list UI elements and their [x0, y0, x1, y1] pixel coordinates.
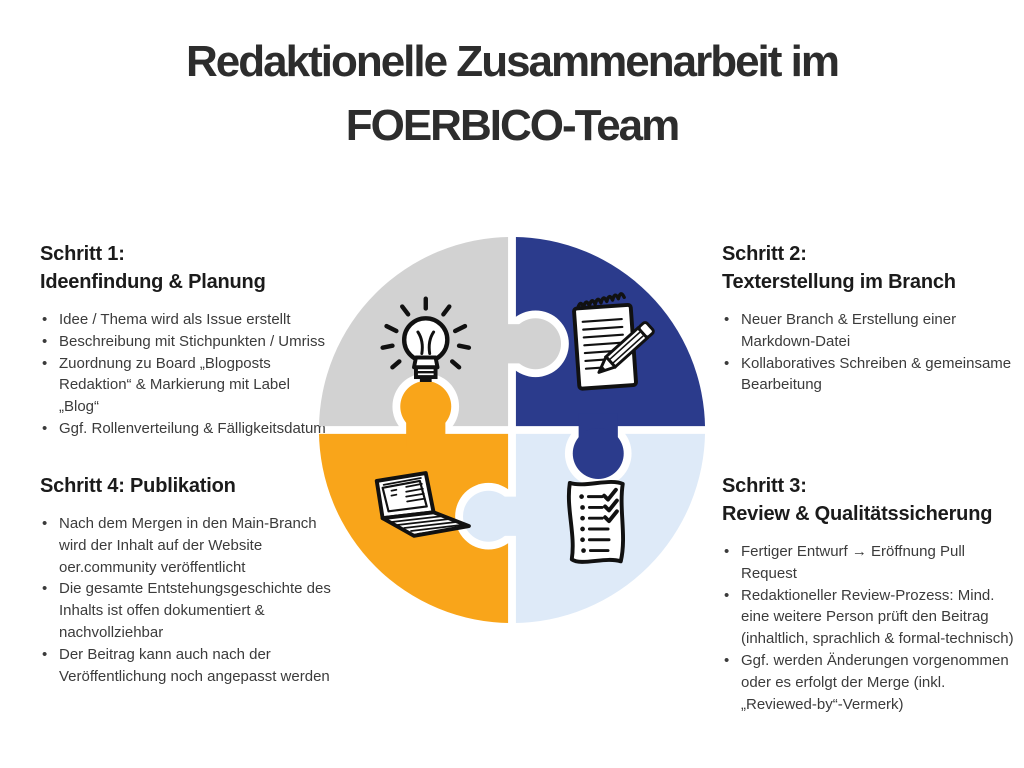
bullet-item: • Kollaboratives Schreiben & gemeinsame Bearbeitung: [722, 353, 1016, 397]
bullet-item: • Beschreibung mit Stichpunkten / Umriss: [40, 331, 334, 353]
step1-block: [40, 240, 334, 440]
page-title: [0, 30, 1024, 158]
collaboration-puzzle-graphic: [316, 234, 708, 626]
step3-bullet-list: [722, 541, 1020, 715]
bullet-item: • Redaktioneller Review-Prozess: Mind. eine weitere Person prüft den Beitrag (inhaltlich, sprachlich & formal-technisch): [722, 585, 1020, 650]
bullet-item: • Idee / Thema wird als Issue erstellt: [40, 309, 334, 331]
step3-heading: [722, 472, 1020, 528]
bullet-item: • Fertiger Entwurf → Eröffnung Pull Request: [722, 541, 1020, 585]
bullet-item: • Neuer Branch & Erstellung einer Markdown-Datei: [722, 309, 1016, 353]
step1-bullet-list: [40, 309, 334, 440]
step4-heading: [40, 472, 338, 500]
step2-heading-line1: Schritt 2:: [722, 243, 807, 265]
bullet-item: • Ggf. werden Änderungen vorgenommen oder es erfolgt der Merge (inkl. „Reviewed-by“-Vermerk): [722, 650, 1020, 715]
bullet-item: • Nach dem Mergen in den Main-Branch wird der Inhalt auf der Website oer.community veröffentlicht: [40, 513, 338, 578]
step4-heading-line1: Schritt 4: Publikation: [40, 475, 236, 497]
step4-bullet-list: [40, 513, 338, 687]
page-title-line1: Redaktionelle Zusammenarbeit im: [186, 37, 838, 86]
bullet-item: • Die gesamte Entstehungsgeschichte des Inhalts ist offen dokumentiert & nachvollziehbar: [40, 578, 338, 643]
step1-heading-line2: Ideenfindung & Planung: [40, 271, 266, 293]
step1-heading-line1: Schritt 1:: [40, 243, 125, 265]
bullet-item: • Ggf. Rollenverteilung & Fälligkeitsdatum: [40, 418, 334, 440]
step3-heading-line2: Review & Qualitätssicherung: [722, 503, 993, 525]
step4-block: [40, 472, 338, 687]
bullet-item: • Der Beitrag kann auch nach der Veröffentlichung noch angepasst werden: [40, 644, 338, 688]
step1-heading: [40, 240, 334, 296]
step2-block: [722, 240, 1016, 396]
step2-bullet-list: [722, 309, 1016, 396]
step2-heading: [722, 240, 1016, 296]
bullet-item: • Zuordnung zu Board „Blogposts Redaktion“ & Markierung mit Label „Blog“: [40, 353, 334, 418]
page-title-line2: FOERBICO-Team: [345, 101, 679, 150]
step3-heading-line1: Schritt 3:: [722, 475, 807, 497]
step3-block: [722, 472, 1020, 715]
checklist-icon: [569, 482, 623, 562]
step2-heading-line2: Texterstellung im Branch: [722, 271, 956, 293]
